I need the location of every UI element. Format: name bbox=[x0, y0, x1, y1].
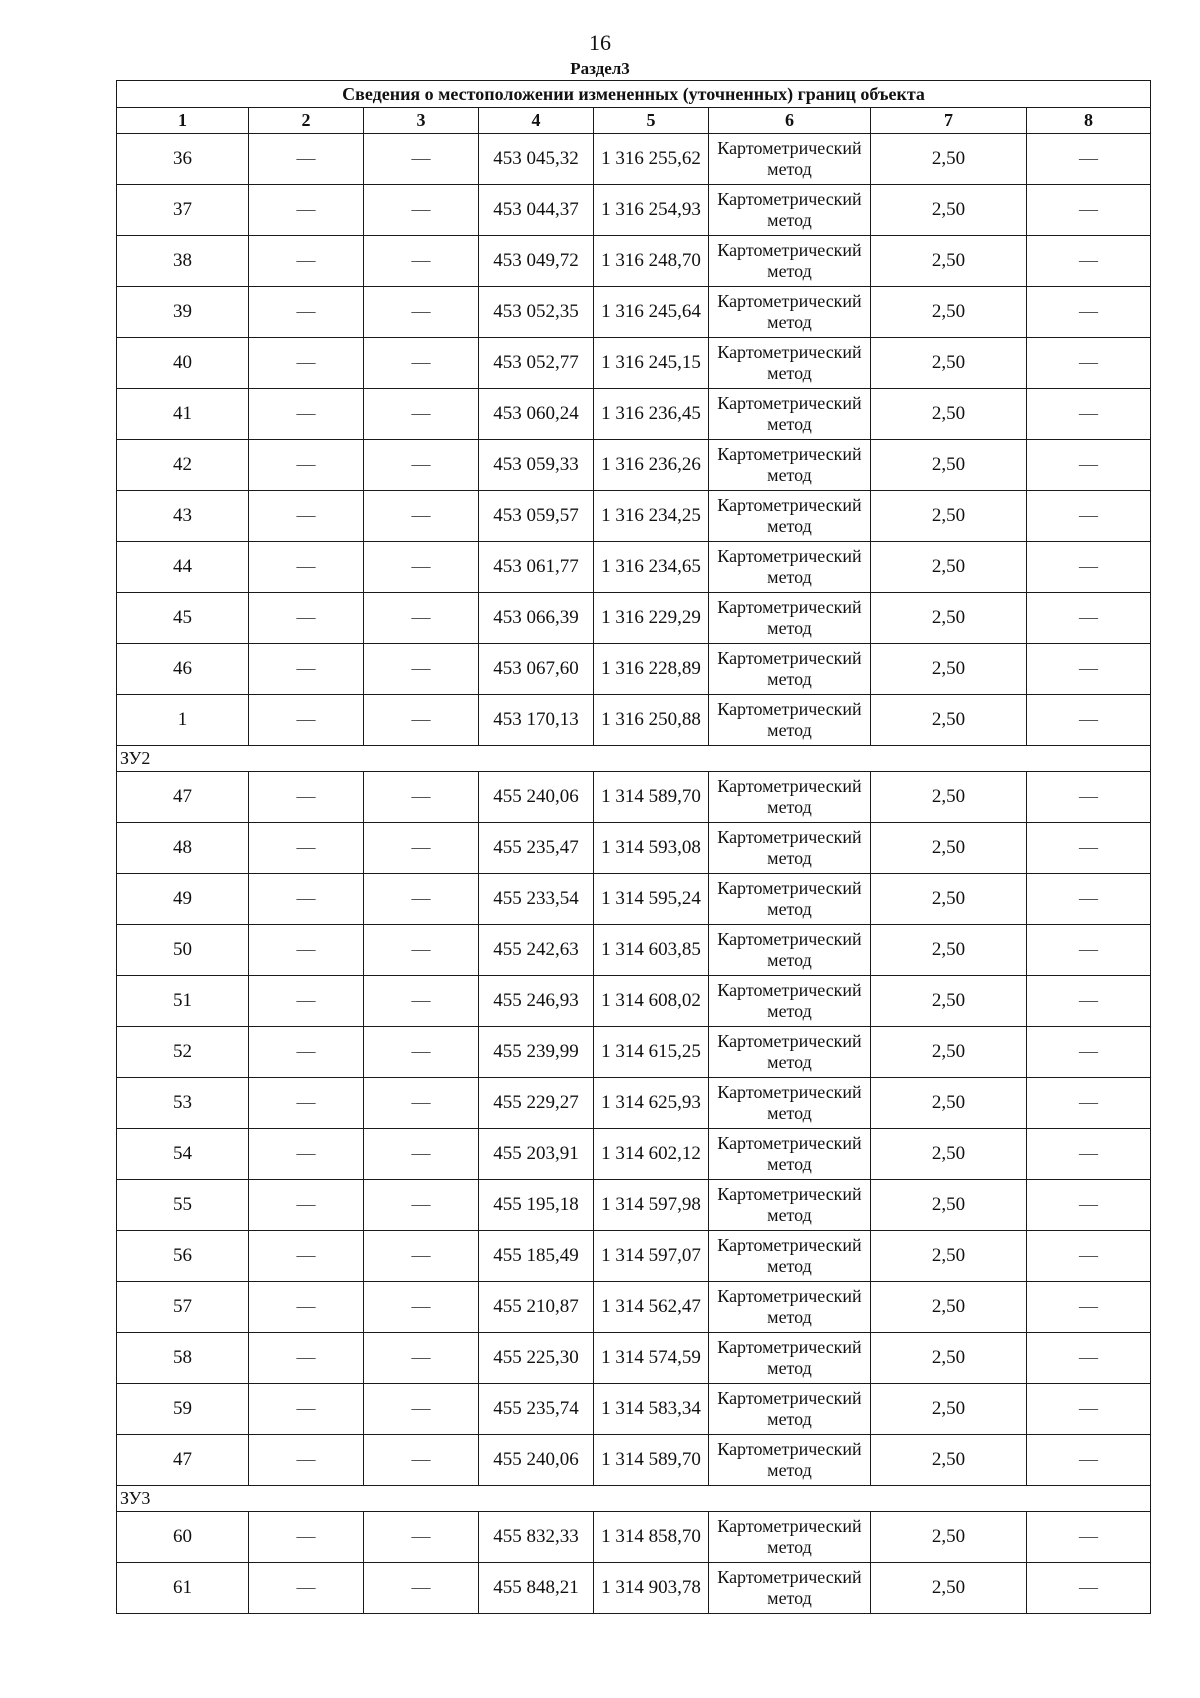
table-row bbox=[117, 925, 1151, 976]
cell-col-3: — bbox=[364, 1078, 479, 1129]
cell-col-6: Картометрический метод bbox=[709, 236, 871, 287]
table-row bbox=[117, 1512, 1151, 1563]
cell-col-4: 453 052,35 bbox=[479, 287, 594, 338]
cell-col-5: 1 316 254,93 bbox=[594, 185, 709, 236]
cell-col-3: — bbox=[364, 287, 479, 338]
cell-col-4: 453 061,77 bbox=[479, 542, 594, 593]
cell-col-5: 1 316 248,70 bbox=[594, 236, 709, 287]
cell-col-1: 46 bbox=[117, 644, 249, 695]
cell-col-7: 2,50 bbox=[871, 389, 1027, 440]
cell-col-4: 455 210,87 bbox=[479, 1282, 594, 1333]
cell-col-6: Картометрический метод bbox=[709, 976, 871, 1027]
cell-col-5: 1 316 236,45 bbox=[594, 389, 709, 440]
cell-col-4: 455 185,49 bbox=[479, 1231, 594, 1282]
cell-col-4: 455 240,06 bbox=[479, 1435, 594, 1486]
cell-col-6: Картометрический метод bbox=[709, 1282, 871, 1333]
table-row bbox=[117, 236, 1151, 287]
cell-col-7: 2,50 bbox=[871, 1282, 1027, 1333]
cell-col-6: Картометрический метод bbox=[709, 644, 871, 695]
cell-col-8: — bbox=[1027, 1563, 1151, 1614]
cell-col-1: 55 bbox=[117, 1180, 249, 1231]
cell-col-7: 2,50 bbox=[871, 976, 1027, 1027]
cell-col-6: Картометрический метод bbox=[709, 1512, 871, 1563]
cell-col-2: — bbox=[249, 874, 364, 925]
cell-col-6: Картометрический метод bbox=[709, 1563, 871, 1614]
cell-col-1: 38 bbox=[117, 236, 249, 287]
cell-col-7: 2,50 bbox=[871, 236, 1027, 287]
table-row bbox=[117, 338, 1151, 389]
cell-col-1: 59 bbox=[117, 1384, 249, 1435]
column-header-row bbox=[117, 108, 1151, 134]
column-header-6: 6 bbox=[709, 108, 871, 134]
cell-col-5: 1 314 595,24 bbox=[594, 874, 709, 925]
cell-col-1: 41 bbox=[117, 389, 249, 440]
cell-col-2: — bbox=[249, 1027, 364, 1078]
cell-col-3: — bbox=[364, 1027, 479, 1078]
cell-col-1: 56 bbox=[117, 1231, 249, 1282]
cell-col-4: 455 240,06 bbox=[479, 772, 594, 823]
cell-col-7: 2,50 bbox=[871, 1180, 1027, 1231]
cell-col-7: 2,50 bbox=[871, 1231, 1027, 1282]
table-row bbox=[117, 1231, 1151, 1282]
cell-col-3: — bbox=[364, 1384, 479, 1435]
cell-col-6: Картометрический метод bbox=[709, 134, 871, 185]
cell-col-3: — bbox=[364, 134, 479, 185]
cell-col-4: 455 235,47 bbox=[479, 823, 594, 874]
cell-col-6: Картометрический метод bbox=[709, 440, 871, 491]
cell-col-5: 1 314 597,98 bbox=[594, 1180, 709, 1231]
cell-col-2: — bbox=[249, 389, 364, 440]
cell-col-3: — bbox=[364, 338, 479, 389]
table-row bbox=[117, 389, 1151, 440]
cell-col-2: — bbox=[249, 287, 364, 338]
cell-col-7: 2,50 bbox=[871, 1129, 1027, 1180]
cell-col-4: 455 242,63 bbox=[479, 925, 594, 976]
cell-col-2: — bbox=[249, 185, 364, 236]
cell-col-8: — bbox=[1027, 593, 1151, 644]
cell-col-8: — bbox=[1027, 1231, 1151, 1282]
cell-col-2: — bbox=[249, 1333, 364, 1384]
cell-col-5: 1 314 625,93 bbox=[594, 1078, 709, 1129]
cell-col-2: — bbox=[249, 1129, 364, 1180]
cell-col-8: — bbox=[1027, 389, 1151, 440]
cell-col-7: 2,50 bbox=[871, 874, 1027, 925]
cell-col-4: 453 060,24 bbox=[479, 389, 594, 440]
cell-col-8: — bbox=[1027, 185, 1151, 236]
group-label: ЗУ2 bbox=[117, 746, 1151, 772]
cell-col-4: 455 225,30 bbox=[479, 1333, 594, 1384]
cell-col-8: — bbox=[1027, 874, 1151, 925]
cell-col-4: 453 067,60 bbox=[479, 644, 594, 695]
cell-col-6: Картометрический метод bbox=[709, 925, 871, 976]
cell-col-6: Картометрический метод bbox=[709, 1435, 871, 1486]
column-header-3: 3 bbox=[364, 108, 479, 134]
cell-col-7: 2,50 bbox=[871, 491, 1027, 542]
table-row bbox=[117, 440, 1151, 491]
cell-col-2: — bbox=[249, 338, 364, 389]
cell-col-1: 57 bbox=[117, 1282, 249, 1333]
table-title: Сведения о местоположении измененных (уточненных) границ объекта bbox=[117, 81, 1151, 108]
cell-col-6: Картометрический метод bbox=[709, 772, 871, 823]
cell-col-4: 453 045,32 bbox=[479, 134, 594, 185]
cell-col-4: 455 848,21 bbox=[479, 1563, 594, 1614]
cell-col-7: 2,50 bbox=[871, 593, 1027, 644]
cell-col-7: 2,50 bbox=[871, 1078, 1027, 1129]
cell-col-8: — bbox=[1027, 542, 1151, 593]
cell-col-8: — bbox=[1027, 440, 1151, 491]
cell-col-5: 1 316 245,64 bbox=[594, 287, 709, 338]
cell-col-2: — bbox=[249, 1231, 364, 1282]
cell-col-6: Картометрический метод bbox=[709, 1078, 871, 1129]
cell-col-7: 2,50 bbox=[871, 542, 1027, 593]
cell-col-1: 52 bbox=[117, 1027, 249, 1078]
cell-col-2: — bbox=[249, 695, 364, 746]
cell-col-1: 50 bbox=[117, 925, 249, 976]
cell-col-3: — bbox=[364, 236, 479, 287]
cell-col-8: — bbox=[1027, 1180, 1151, 1231]
cell-col-3: — bbox=[364, 1129, 479, 1180]
table-row bbox=[117, 644, 1151, 695]
cell-col-3: — bbox=[364, 440, 479, 491]
cell-col-3: — bbox=[364, 976, 479, 1027]
cell-col-1: 48 bbox=[117, 823, 249, 874]
cell-col-6: Картометрический метод bbox=[709, 542, 871, 593]
cell-col-2: — bbox=[249, 1282, 364, 1333]
cell-col-4: 455 235,74 bbox=[479, 1384, 594, 1435]
cell-col-7: 2,50 bbox=[871, 440, 1027, 491]
cell-col-5: 1 316 228,89 bbox=[594, 644, 709, 695]
cell-col-6: Картометрический метод bbox=[709, 185, 871, 236]
table-row bbox=[117, 1129, 1151, 1180]
cell-col-3: — bbox=[364, 593, 479, 644]
cell-col-1: 54 bbox=[117, 1129, 249, 1180]
cell-col-3: — bbox=[364, 644, 479, 695]
cell-col-5: 1 314 858,70 bbox=[594, 1512, 709, 1563]
table-row bbox=[117, 185, 1151, 236]
cell-col-6: Картометрический метод bbox=[709, 389, 871, 440]
cell-col-1: 40 bbox=[117, 338, 249, 389]
cell-col-6: Картометрический метод bbox=[709, 338, 871, 389]
cell-col-8: — bbox=[1027, 1282, 1151, 1333]
cell-col-4: 455 832,33 bbox=[479, 1512, 594, 1563]
table-row bbox=[117, 1563, 1151, 1614]
table-row bbox=[117, 1078, 1151, 1129]
cell-col-8: — bbox=[1027, 644, 1151, 695]
cell-col-6: Картометрический метод bbox=[709, 874, 871, 925]
table-row bbox=[117, 1435, 1151, 1486]
cell-col-8: — bbox=[1027, 976, 1151, 1027]
section-label: Раздел3 bbox=[570, 59, 630, 78]
cell-col-2: — bbox=[249, 823, 364, 874]
cell-col-5: 1 316 234,65 bbox=[594, 542, 709, 593]
cell-col-2: — bbox=[249, 772, 364, 823]
cell-col-2: — bbox=[249, 593, 364, 644]
table-body bbox=[117, 134, 1151, 1614]
cell-col-5: 1 314 603,85 bbox=[594, 925, 709, 976]
table-row bbox=[117, 1282, 1151, 1333]
cell-col-8: — bbox=[1027, 1512, 1151, 1563]
cell-col-3: — bbox=[364, 1333, 479, 1384]
cell-col-2: — bbox=[249, 1435, 364, 1486]
cell-col-8: — bbox=[1027, 1027, 1151, 1078]
cell-col-7: 2,50 bbox=[871, 695, 1027, 746]
cell-col-5: 1 316 229,29 bbox=[594, 593, 709, 644]
cell-col-1: 47 bbox=[117, 1435, 249, 1486]
cell-col-7: 2,50 bbox=[871, 1512, 1027, 1563]
cell-col-6: Картометрический метод bbox=[709, 593, 871, 644]
cell-col-3: — bbox=[364, 823, 479, 874]
cell-col-6: Картометрический метод bbox=[709, 1231, 871, 1282]
cell-col-8: — bbox=[1027, 1078, 1151, 1129]
cell-col-4: 453 052,77 bbox=[479, 338, 594, 389]
cell-col-5: 1 316 234,25 bbox=[594, 491, 709, 542]
cell-col-3: — bbox=[364, 1282, 479, 1333]
table-row bbox=[117, 976, 1151, 1027]
cell-col-8: — bbox=[1027, 1333, 1151, 1384]
cell-col-1: 39 bbox=[117, 287, 249, 338]
cell-col-2: — bbox=[249, 1512, 364, 1563]
table-row bbox=[117, 1333, 1151, 1384]
cell-col-2: — bbox=[249, 1180, 364, 1231]
column-header-7: 7 bbox=[871, 108, 1027, 134]
cell-col-1: 36 bbox=[117, 134, 249, 185]
table-row bbox=[117, 542, 1151, 593]
cell-col-1: 1 bbox=[117, 695, 249, 746]
cell-col-5: 1 316 236,26 bbox=[594, 440, 709, 491]
cell-col-1: 60 bbox=[117, 1512, 249, 1563]
cell-col-5: 1 314 903,78 bbox=[594, 1563, 709, 1614]
column-header-8: 8 bbox=[1027, 108, 1151, 134]
cell-col-5: 1 314 608,02 bbox=[594, 976, 709, 1027]
table-row bbox=[117, 823, 1151, 874]
cell-col-7: 2,50 bbox=[871, 644, 1027, 695]
cell-col-2: — bbox=[249, 236, 364, 287]
table-row bbox=[117, 1384, 1151, 1435]
cell-col-4: 453 170,13 bbox=[479, 695, 594, 746]
cell-col-7: 2,50 bbox=[871, 185, 1027, 236]
cell-col-3: — bbox=[364, 542, 479, 593]
cell-col-8: — bbox=[1027, 823, 1151, 874]
table-row bbox=[117, 593, 1151, 644]
cell-col-3: — bbox=[364, 1512, 479, 1563]
cell-col-2: — bbox=[249, 491, 364, 542]
cell-col-5: 1 314 562,47 bbox=[594, 1282, 709, 1333]
column-header-2: 2 bbox=[249, 108, 364, 134]
cell-col-1: 44 bbox=[117, 542, 249, 593]
cell-col-2: — bbox=[249, 542, 364, 593]
cell-col-2: — bbox=[249, 644, 364, 695]
cell-col-6: Картометрический метод bbox=[709, 1384, 871, 1435]
cell-col-6: Картометрический метод bbox=[709, 1180, 871, 1231]
cell-col-6: Картометрический метод bbox=[709, 491, 871, 542]
cell-col-4: 453 059,57 bbox=[479, 491, 594, 542]
cell-col-6: Картометрический метод bbox=[709, 1333, 871, 1384]
table-row bbox=[117, 695, 1151, 746]
cell-col-7: 2,50 bbox=[871, 1027, 1027, 1078]
cell-col-5: 1 314 597,07 bbox=[594, 1231, 709, 1282]
cell-col-1: 47 bbox=[117, 772, 249, 823]
cell-col-3: — bbox=[364, 491, 479, 542]
cell-col-7: 2,50 bbox=[871, 1333, 1027, 1384]
column-header-1: 1 bbox=[117, 108, 249, 134]
cell-col-6: Картометрический метод bbox=[709, 823, 871, 874]
cell-col-7: 2,50 bbox=[871, 287, 1027, 338]
table-row bbox=[117, 772, 1151, 823]
cell-col-1: 58 bbox=[117, 1333, 249, 1384]
cell-col-2: — bbox=[249, 976, 364, 1027]
cell-col-5: 1 314 589,70 bbox=[594, 772, 709, 823]
cell-col-2: — bbox=[249, 1563, 364, 1614]
cell-col-3: — bbox=[364, 874, 479, 925]
cell-col-3: — bbox=[364, 1435, 479, 1486]
cell-col-6: Картометрический метод bbox=[709, 1129, 871, 1180]
cell-col-8: — bbox=[1027, 287, 1151, 338]
cell-col-8: — bbox=[1027, 338, 1151, 389]
cell-col-5: 1 316 255,62 bbox=[594, 134, 709, 185]
cell-col-7: 2,50 bbox=[871, 772, 1027, 823]
cell-col-7: 2,50 bbox=[871, 1384, 1027, 1435]
table-row bbox=[117, 287, 1151, 338]
cell-col-4: 455 246,93 bbox=[479, 976, 594, 1027]
cell-col-7: 2,50 bbox=[871, 823, 1027, 874]
cell-col-1: 53 bbox=[117, 1078, 249, 1129]
table-row bbox=[117, 491, 1151, 542]
cell-col-8: — bbox=[1027, 491, 1151, 542]
cell-col-4: 453 059,33 bbox=[479, 440, 594, 491]
coordinates-table bbox=[116, 80, 1151, 1614]
cell-col-1: 42 bbox=[117, 440, 249, 491]
group-row bbox=[117, 1486, 1151, 1512]
cell-col-4: 453 044,37 bbox=[479, 185, 594, 236]
cell-col-6: Картометрический метод bbox=[709, 1027, 871, 1078]
cell-col-7: 2,50 bbox=[871, 925, 1027, 976]
cell-col-8: — bbox=[1027, 236, 1151, 287]
cell-col-7: 2,50 bbox=[871, 1563, 1027, 1614]
cell-col-5: 1 316 250,88 bbox=[594, 695, 709, 746]
cell-col-8: — bbox=[1027, 1384, 1151, 1435]
cell-col-4: 453 066,39 bbox=[479, 593, 594, 644]
cell-col-4: 455 229,27 bbox=[479, 1078, 594, 1129]
cell-col-3: — bbox=[364, 1180, 479, 1231]
cell-col-8: — bbox=[1027, 772, 1151, 823]
column-header-4: 4 bbox=[479, 108, 594, 134]
column-header-5: 5 bbox=[594, 108, 709, 134]
cell-col-2: — bbox=[249, 1078, 364, 1129]
cell-col-4: 453 049,72 bbox=[479, 236, 594, 287]
cell-col-5: 1 316 245,15 bbox=[594, 338, 709, 389]
table-row bbox=[117, 1180, 1151, 1231]
table-row bbox=[117, 1027, 1151, 1078]
cell-col-7: 2,50 bbox=[871, 134, 1027, 185]
cell-col-4: 455 233,54 bbox=[479, 874, 594, 925]
cell-col-5: 1 314 593,08 bbox=[594, 823, 709, 874]
cell-col-4: 455 203,91 bbox=[479, 1129, 594, 1180]
cell-col-3: — bbox=[364, 695, 479, 746]
cell-col-8: — bbox=[1027, 695, 1151, 746]
table-row bbox=[117, 874, 1151, 925]
cell-col-2: — bbox=[249, 134, 364, 185]
cell-col-3: — bbox=[364, 925, 479, 976]
cell-col-1: 37 bbox=[117, 185, 249, 236]
cell-col-1: 51 bbox=[117, 976, 249, 1027]
cell-col-8: — bbox=[1027, 925, 1151, 976]
group-label: ЗУ3 bbox=[117, 1486, 1151, 1512]
cell-col-6: Картометрический метод bbox=[709, 287, 871, 338]
cell-col-5: 1 314 602,12 bbox=[594, 1129, 709, 1180]
cell-col-2: — bbox=[249, 1384, 364, 1435]
cell-col-8: — bbox=[1027, 134, 1151, 185]
cell-col-1: 61 bbox=[117, 1563, 249, 1614]
page-number: 16 bbox=[589, 30, 611, 55]
table-row bbox=[117, 134, 1151, 185]
cell-col-1: 49 bbox=[117, 874, 249, 925]
cell-col-3: — bbox=[364, 1563, 479, 1614]
cell-col-7: 2,50 bbox=[871, 338, 1027, 389]
cell-col-3: — bbox=[364, 1231, 479, 1282]
cell-col-1: 45 bbox=[117, 593, 249, 644]
cell-col-5: 1 314 574,59 bbox=[594, 1333, 709, 1384]
cell-col-3: — bbox=[364, 389, 479, 440]
cell-col-4: 455 239,99 bbox=[479, 1027, 594, 1078]
cell-col-1: 43 bbox=[117, 491, 249, 542]
cell-col-3: — bbox=[364, 772, 479, 823]
cell-col-2: — bbox=[249, 440, 364, 491]
cell-col-5: 1 314 589,70 bbox=[594, 1435, 709, 1486]
group-row bbox=[117, 746, 1151, 772]
cell-col-5: 1 314 583,34 bbox=[594, 1384, 709, 1435]
cell-col-3: — bbox=[364, 185, 479, 236]
cell-col-7: 2,50 bbox=[871, 1435, 1027, 1486]
cell-col-2: — bbox=[249, 925, 364, 976]
cell-col-6: Картометрический метод bbox=[709, 695, 871, 746]
cell-col-5: 1 314 615,25 bbox=[594, 1027, 709, 1078]
cell-col-8: — bbox=[1027, 1435, 1151, 1486]
cell-col-8: — bbox=[1027, 1129, 1151, 1180]
cell-col-4: 455 195,18 bbox=[479, 1180, 594, 1231]
